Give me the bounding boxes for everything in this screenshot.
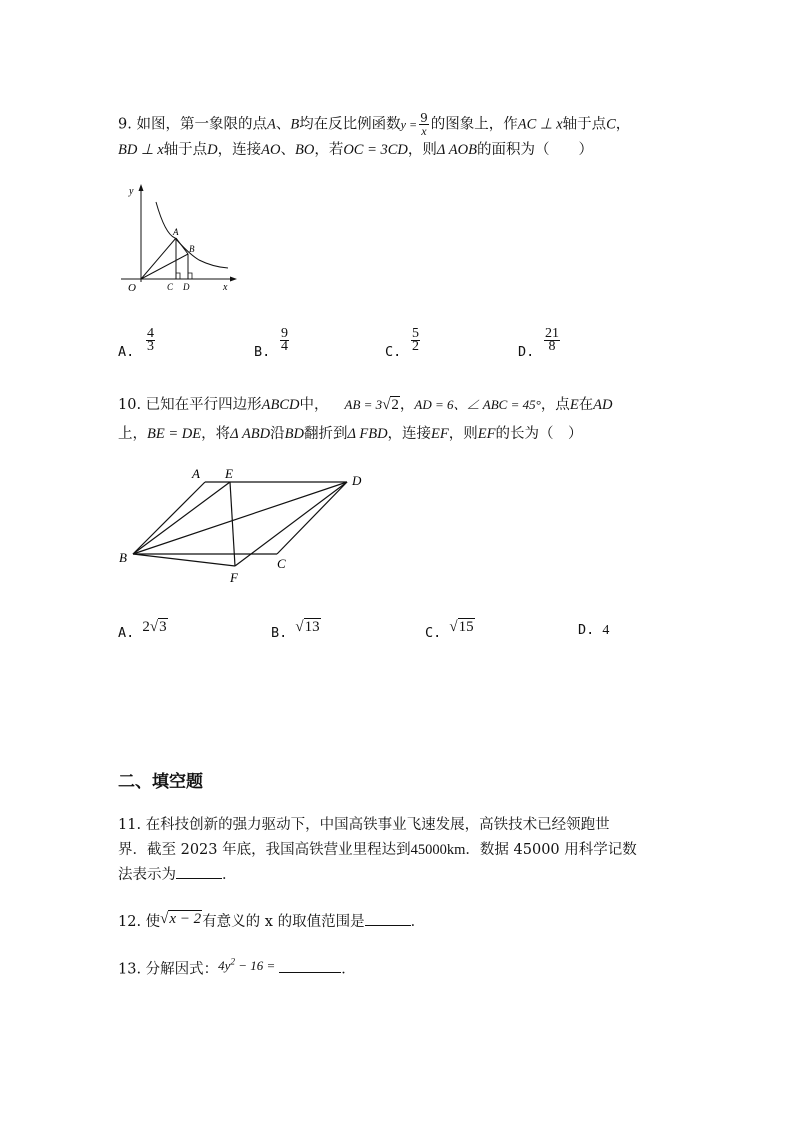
radicand: 13 — [304, 619, 320, 635]
answer-blank[interactable] — [176, 864, 222, 879]
radicand: 3 — [159, 619, 167, 635]
coef: 2 — [142, 619, 150, 635]
q9-point-a: A — [266, 116, 276, 133]
frac-den: 2 — [412, 339, 419, 354]
label-x: x — [223, 282, 228, 293]
q10-text: 翻折到 — [303, 426, 348, 442]
q10-option-b[interactable] — [271, 619, 321, 641]
expr-part: − 16 = — [234, 958, 276, 974]
q13-text: ． — [341, 961, 356, 978]
q10-sqrt: √2 — [382, 397, 399, 413]
q9-text: ，连接 — [217, 142, 262, 158]
radicand: x − 2 — [169, 911, 202, 927]
q10-text: ，将 — [201, 426, 231, 442]
segment-oa — [141, 238, 176, 279]
frac-num: 5 — [412, 326, 419, 341]
option-letter: C. — [425, 625, 442, 641]
q9-text: 、 — [280, 142, 295, 158]
q9-point-b: B — [290, 116, 300, 133]
segment-bf — [133, 554, 235, 566]
q10-triangle-fbd: Δ FBD — [347, 426, 388, 442]
right-angle-c — [176, 273, 180, 279]
q9-point-d: D — [207, 142, 218, 158]
frac-den: 8 — [548, 339, 556, 354]
diagonal-bd — [133, 482, 347, 554]
q10-figure — [112, 462, 380, 586]
label-f: F — [230, 570, 238, 585]
q9-bd-perp: BD ⊥ x — [118, 142, 164, 158]
frac-num: 4 — [147, 326, 154, 341]
q11-text: 法表示为 — [118, 867, 176, 883]
q9-oc-eq: OC = 3CD — [343, 142, 408, 158]
frac-den: x — [421, 124, 427, 138]
option-letter: A. — [118, 344, 135, 360]
q12-text: 12. 使 — [118, 914, 161, 930]
label-c: C — [167, 282, 174, 292]
label-d: D — [183, 282, 190, 292]
label-b: B — [189, 244, 195, 254]
q10-text: ，则 — [448, 426, 478, 442]
label-o: O — [128, 282, 136, 294]
option-fraction — [146, 328, 155, 353]
q10-ef: EF — [431, 426, 449, 442]
q10-text: 中， — [299, 397, 329, 413]
q9-text: ， — [615, 116, 631, 133]
q9-text: ，则 — [407, 142, 437, 158]
q10-ad-eq: AD = 6、∠ ABC = 45° — [414, 397, 541, 412]
answer-blank[interactable] — [365, 911, 411, 926]
q9-text: 的面积为（ ） — [476, 142, 593, 158]
q12-text: ． — [410, 914, 426, 930]
q11-text: 界．截至 2023 年底，我国高铁营业里程达到 — [118, 842, 411, 858]
q11-line3 — [118, 864, 237, 885]
label-b: B — [119, 550, 127, 565]
option-letter: C. — [385, 344, 402, 360]
frac-num: 21 — [545, 326, 559, 341]
side-ab — [133, 482, 205, 554]
q9-text: 均在反比例函数 — [299, 116, 401, 133]
q10-text: ，连接 — [387, 426, 432, 442]
q11-km: 45000km — [410, 842, 466, 858]
q10-text: 的长为（ ） — [495, 426, 583, 442]
q11-text: ．数据 45000 用科学记数 — [465, 842, 637, 858]
q10-bd: BD — [284, 426, 304, 442]
q10-line2 — [118, 424, 582, 444]
q12-line — [118, 911, 425, 932]
q11-text: ． — [222, 867, 237, 883]
q9-line1 — [118, 112, 630, 137]
label-e: E — [225, 466, 233, 481]
q10-text: 沿 — [270, 426, 285, 442]
section-title: 二、填空题 — [118, 772, 203, 792]
option-letter: B. — [254, 344, 271, 360]
q12-text: 有意义的 x 的取值范围是 — [202, 914, 365, 930]
x-axis-arrow — [230, 277, 237, 282]
q10-option-d[interactable] — [578, 622, 609, 639]
frac-den: 4 — [281, 339, 288, 354]
q9-text: 9. 如图，第一象限的点 — [118, 116, 267, 133]
q10-text: 10. 已知在平行四边形 — [118, 397, 262, 413]
q9-option-a[interactable] — [118, 326, 154, 360]
q10-ef: EF — [477, 426, 496, 442]
radicand: 2 — [391, 397, 399, 413]
q9-func-fraction — [419, 112, 429, 137]
q9-triangle: Δ AOB — [436, 142, 477, 158]
q9-text: 轴于点 — [163, 142, 208, 158]
q11-text: 11. 在科技创新的强力驱动下，中国高铁事业飞速发展，高铁技术已经领跑世 — [118, 817, 610, 833]
label-d: D — [352, 473, 362, 488]
q9-func-y: y = — [400, 117, 418, 132]
q9-option-c[interactable] — [385, 326, 419, 360]
segment-ob — [141, 254, 188, 279]
q12-sqrt: √x − 2 — [160, 911, 202, 927]
q9-text: 的图象上，作 — [430, 116, 518, 133]
frac-num: 9 — [281, 326, 288, 341]
q10-text: ， — [399, 397, 415, 413]
option-letter: D. — [578, 622, 595, 638]
frac-den: 3 — [147, 339, 154, 354]
q9-ao: AO — [261, 142, 281, 158]
q9-sep: 、 — [275, 116, 291, 133]
radicand: 15 — [458, 619, 474, 635]
q10-triangle-abd: Δ ABD — [230, 426, 271, 442]
q10-ab-eq: AB = 3 — [344, 397, 383, 412]
q9-line2 — [118, 140, 593, 160]
segment-be — [133, 482, 230, 554]
q11-line1 — [118, 815, 610, 835]
label-a: A — [192, 466, 200, 481]
option-letter: A. — [118, 625, 135, 641]
q10-ad: AD — [593, 397, 613, 413]
option-value: 2√3 — [142, 619, 167, 635]
q9-figure — [115, 182, 245, 294]
right-angle-d — [188, 273, 192, 279]
q9-option-b[interactable] — [254, 326, 288, 360]
option-letter: B. — [271, 625, 288, 641]
segment-ab — [176, 238, 188, 254]
frac-num: 9 — [420, 111, 428, 125]
q9-ac-perp: AC ⊥ x — [517, 116, 563, 133]
q10-line1 — [118, 395, 613, 415]
q9-text: ，若 — [314, 142, 344, 158]
q13-expr — [218, 958, 275, 973]
q10-text: 上， — [118, 426, 147, 442]
q10-option-c[interactable] — [425, 619, 475, 641]
expr-sup: 2 — [230, 957, 235, 967]
q10-be-eq: BE = DE — [147, 426, 202, 442]
y-axis-arrow — [139, 184, 144, 191]
q9-option-d[interactable] — [518, 326, 559, 360]
q9-text: 轴于点 — [562, 116, 607, 133]
label-c: C — [277, 556, 286, 571]
q10-text: 在 — [578, 397, 594, 413]
expr-part: 4y — [218, 958, 231, 974]
option-letter: D. — [518, 344, 535, 360]
q10-abcd: ABCD — [261, 397, 300, 413]
option-value: √13 — [295, 619, 320, 635]
option-value: 4 — [602, 623, 610, 638]
hyperbola-curve — [156, 202, 228, 268]
segment-fd — [235, 482, 347, 566]
label-y: y — [129, 186, 134, 197]
option-fraction — [544, 328, 560, 353]
q9-bo: BO — [294, 142, 315, 158]
q13-line — [118, 955, 356, 979]
option-value: √15 — [449, 619, 474, 635]
q10-point-e: E — [569, 397, 579, 413]
option-fraction — [280, 328, 289, 353]
q9-point-c: C — [606, 116, 616, 133]
answer-blank[interactable] — [279, 958, 341, 973]
label-a: A — [173, 227, 179, 237]
q13-text: 13. 分解因式： — [118, 961, 219, 978]
option-fraction — [411, 328, 420, 353]
q11-line2 — [118, 840, 637, 860]
side-cd — [277, 482, 347, 554]
q10-option-a[interactable] — [118, 619, 168, 641]
q10-text: ，点 — [540, 397, 570, 413]
